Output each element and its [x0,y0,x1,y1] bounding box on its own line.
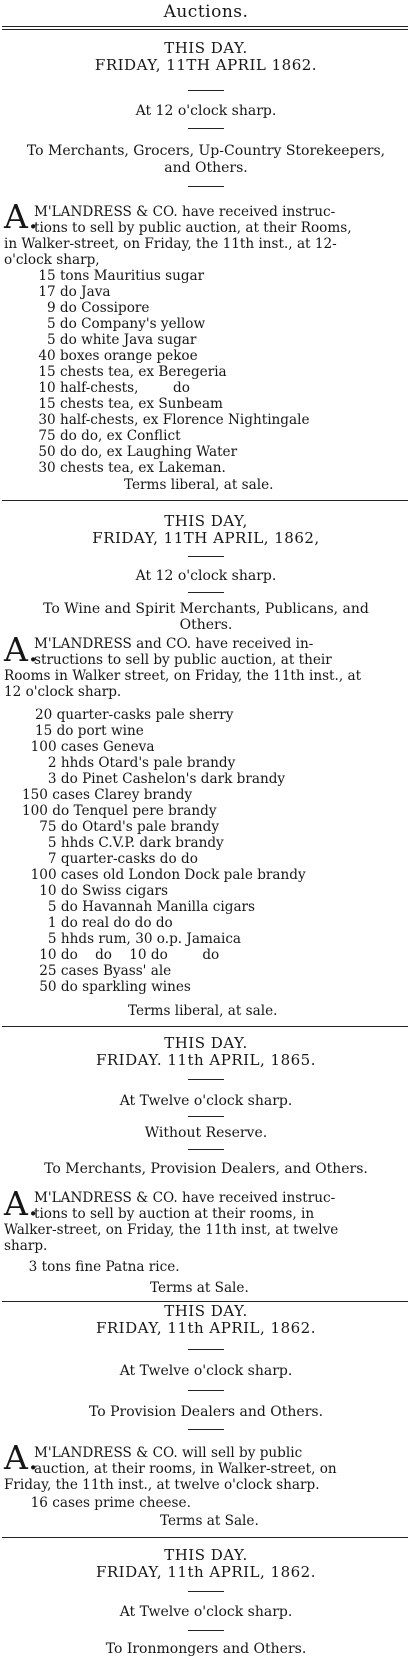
list-item: 16 cases prime cheese. [22,1495,191,1511]
ad-day: THIS DAY. [164,1302,248,1320]
ad-separator-rule [2,1026,408,1027]
ad-date: FRIDAY. 11th APRIL, 1865. [95,1051,316,1069]
list-item: 75 do Otard's pale brandy [22,819,220,835]
header-double-rule [2,26,408,30]
ad-audience-line: To Ironmongers and Others. [105,1641,307,1657]
ad-audience-line: To Merchants, Grocers, Up-Country Storekeepers, [26,143,386,159]
ad-body-line: sharp. [4,1238,48,1254]
list-item: 15 tons Mauritius sugar [34,268,205,284]
ad-date: FRIDAY, 11TH APRIL 1862. [94,56,318,74]
short-rule [188,592,224,593]
ad-separator-rule [2,500,408,501]
ad-audience-line: To Wine and Spirit Merchants, Publicans, and [43,601,369,617]
list-item: 20 quarter-casks pale sherry [22,707,234,723]
ad-body-line: M'LANDRESS & CO. will sell by public [34,1445,303,1461]
ad-terms: Terms liberal, at sale. [128,1003,278,1019]
list-item: 100 do Tenquel pere brandy [22,803,217,819]
ad-time: At Twelve o'clock sharp. [119,1093,293,1109]
list-item: 50 do do, ex Laughing Water [34,444,238,460]
ad-body-line: structions to sell by public auction, at their [34,652,332,668]
dropcap: A. [4,197,39,236]
list-item: 30 chests tea, ex Lakeman. [34,460,226,476]
ad-body-line: M'LANDRESS & CO. have received instruc- [34,204,336,220]
list-item: 5 hhds C.V.P. dark brandy [22,835,224,851]
section-header: Auctions. [163,2,249,22]
ad-body-line: Friday, the 11th inst., at twelve o'clock sharp. [4,1477,320,1493]
ad-time: At Twelve o'clock sharp. [119,1363,293,1379]
ad-audience-line: To Merchants, Provision Dealers, and Others. [44,1161,368,1177]
list-item: 5 hhds rum, 30 o.p. Jamaica [22,931,242,947]
ad-reserve: Without Reserve. [144,1125,268,1141]
short-rule [188,1429,224,1430]
list-item: 150 cases Clarey brandy [22,787,193,803]
list-item: 10 do do 10 do do [22,947,220,963]
list-item: 75 do do, ex Conflict [34,428,181,444]
list-item: 2 hhds Otard's pale brandy [22,755,236,771]
list-item: 40 boxes orange pekoe [34,348,198,364]
list-item: 25 cases Byass' ale [22,963,172,979]
short-rule [188,128,224,129]
ad-body-line: tions to sell by public auction, at their Rooms, [34,220,352,236]
list-item: 100 cases Geneva [22,739,155,755]
ad-day: THIS DAY, [164,512,248,530]
short-rule [188,1349,224,1350]
list-item: 10 half-chests, do [34,380,190,396]
short-rule [188,1116,224,1117]
dropcap: A. [4,1184,39,1223]
list-item: 1 do real do do do [22,915,173,931]
list-item: 3 tons fine Patna rice. [20,1259,180,1275]
ad-body-line: M'LANDRESS & CO. have received instruc- [34,1190,336,1206]
list-item: 15 chests tea, ex Beregeria [34,364,227,380]
ad-separator-rule [2,1537,408,1538]
ad-terms: Terms liberal, at sale. [124,477,274,493]
ad-body-line: in Walker-street, on Friday, the 11th inst., at 12- [4,236,337,252]
short-rule [188,1079,224,1080]
ad-day: THIS DAY. [164,1034,248,1052]
list-item: 17 do Java [34,284,111,300]
ad-terms: Terms at Sale. [150,1280,249,1296]
short-rule [188,556,224,557]
list-item: 50 do sparkling wines [22,979,191,995]
ad-body-line: o'clock sharp, [4,252,100,268]
ad-day: THIS DAY. [164,39,248,57]
short-rule [188,1390,224,1391]
short-rule [188,1630,224,1631]
list-item: 10 do Swiss cigars [22,883,168,899]
ad-body-line: tions to sell by auction at their rooms, in [34,1206,315,1222]
ad-terms: Terms at Sale. [160,1513,259,1529]
short-rule [188,1149,224,1150]
ad-body-line: M'LANDRESS and CO. have received in- [34,636,314,652]
short-rule [188,186,224,187]
list-item: 100 cases old London Dock pale brandy [22,867,306,883]
list-item: 15 chests tea, ex Sunbeam [34,396,223,412]
ad-body-line: Rooms in Walker street, on Friday, the 11th inst., at [4,668,362,684]
ad-time: At 12 o'clock sharp. [135,103,277,119]
ad-date: FRIDAY, 11TH APRIL, 1862, [92,529,320,547]
ad-day: THIS DAY. [164,1546,248,1564]
list-item: 5 do Havannah Manilla cigars [22,899,256,915]
ad-audience-line: To Provision Dealers and Others. [88,1404,324,1420]
ad-date: FRIDAY, 11th APRIL, 1862. [95,1319,316,1337]
list-item: 7 quarter-casks do do [22,851,198,867]
list-item: 30 half-chests, ex Florence Nightingale [34,412,310,428]
ad-audience-line: Others. [179,617,233,633]
ad-date: FRIDAY, 11th APRIL, 1862. [95,1563,316,1581]
list-item: 9 do Cossipore [34,300,150,316]
dropcap: A. [4,630,39,669]
list-item: 5 do Company's yellow [34,316,206,332]
list-item: 3 do Pinet Cashelon's dark brandy [22,771,286,787]
dropcap: A. [4,1438,39,1477]
ad-audience-line: and Others. [164,160,248,176]
ad-body-line: auction, at their rooms, in Walker-street, on [34,1461,337,1477]
short-rule [188,1591,224,1592]
ad-body-line: Walker-street, on Friday, the 11th inst, at twelve [4,1222,339,1238]
list-item: 5 do white Java sugar [34,332,197,348]
ad-time: At 12 o'clock sharp. [135,568,277,584]
ad-body-line: 12 o'clock sharp. [4,684,122,700]
ad-time: At Twelve o'clock sharp. [119,1604,293,1620]
list-item: 15 do port wine [22,723,144,739]
short-rule [188,90,224,91]
